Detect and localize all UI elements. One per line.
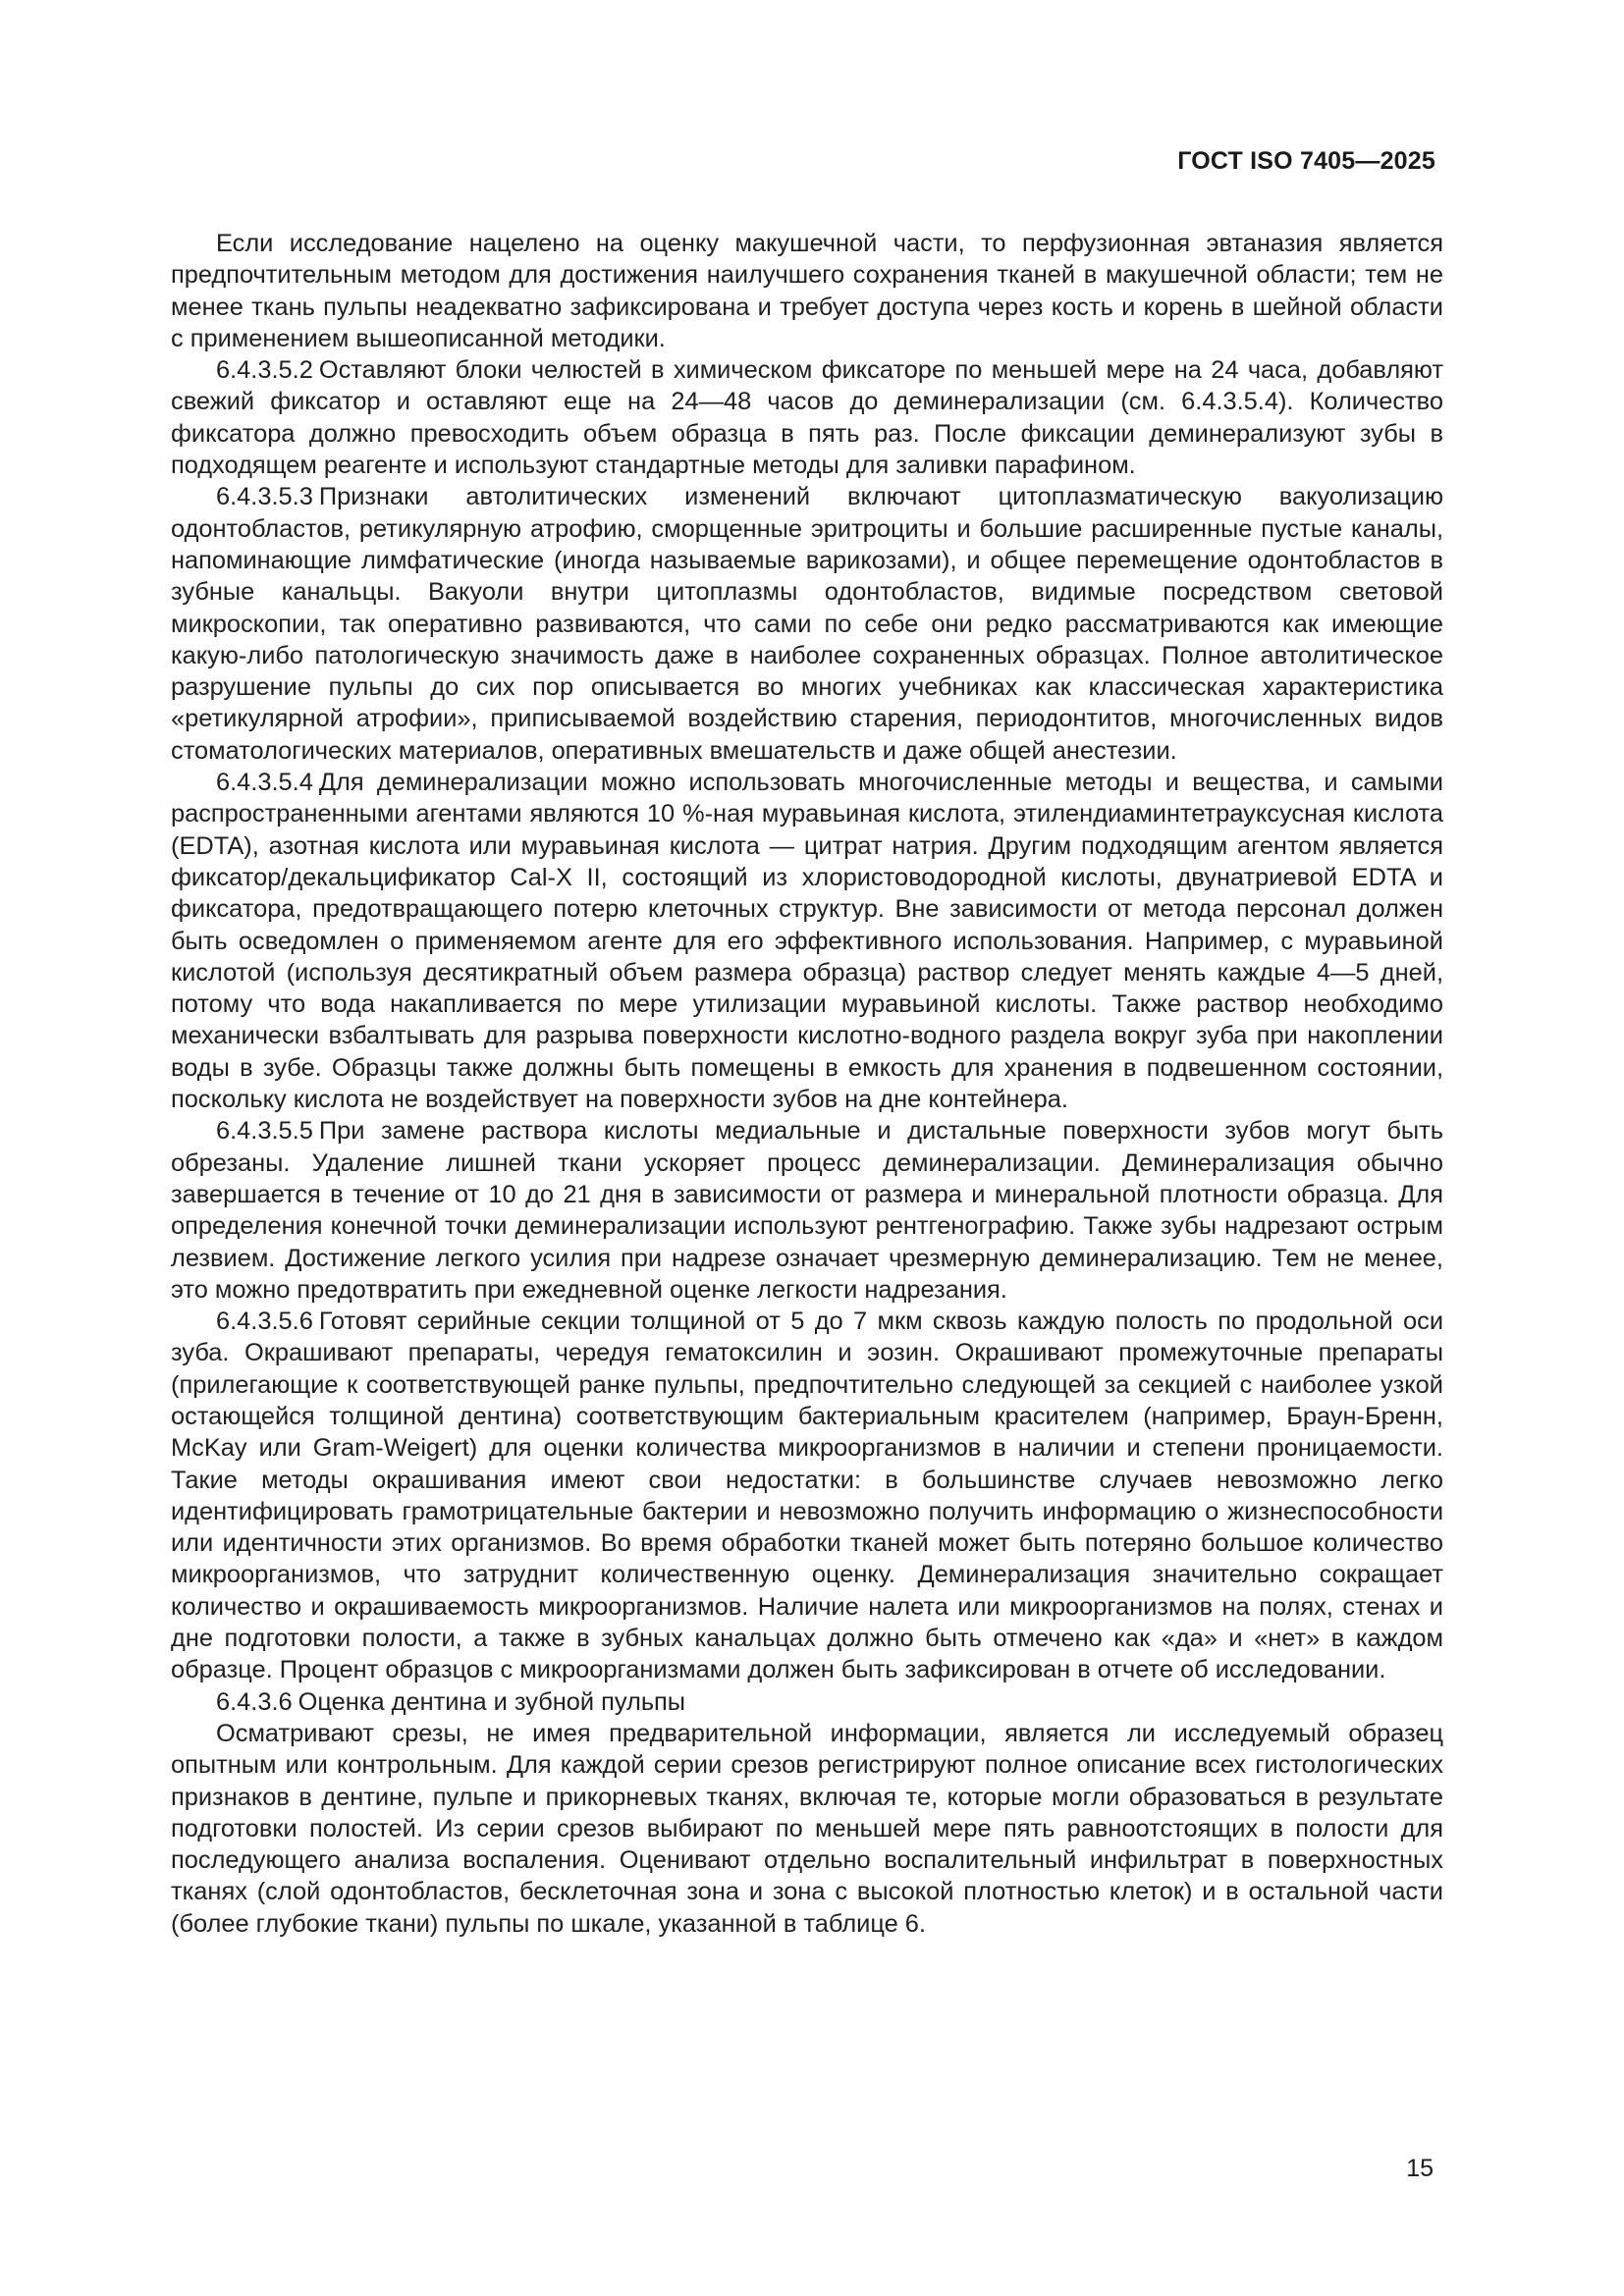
paragraph-text: Если исследование нацелено на оценку макушечной части, то перфузионная эвтаназия является предпочтительным методом для достижения наилучшего сохранения тканей в макушечной области; тем не менее ткань пульпы неадекватно зафиксирована и требует доступа через кость и корень в шейной области с применением вышеописанной методики. bbox=[171, 230, 1443, 352]
paragraph-intro bbox=[171, 228, 1443, 354]
paragraph-dentin-assessment bbox=[171, 1718, 1443, 1940]
paragraph-6-4-3-5-4 bbox=[171, 767, 1443, 1115]
page-number: 15 bbox=[1406, 2155, 1434, 2182]
paragraph-text: Для деминерализации можно использовать многочисленные методы и вещества, и самыми распространенными агентами являются 10 %-ная муравьиная кислота, этилендиаминтетрауксусная кислота (EDTA), азотная кислота или муравьиная кислота — цитрат натрия. Другим подходящим агентом является фиксатор/декальцификатор Cal-X II, состоящий из хлористоводородной кислоты, двунатриевой EDTA и фиксатора, предотвращающего потерю клеточных структур. Вне зависимости от метода персонал должен быть осведомлен о применяемом агенте для его эффективного использования. Например, с муравьиной кислотой (используя десятикратный объем размера образца) раствор следует менять каждые 4—5 дней, потому что вода накапливается по мере утилизации муравьиной кислоты. Также раствор необходимо механически взбалтывать для разрыва поверхности кислотно-водного раздела вокруг зуба при накоплении воды в зубе. Образцы также должны быть помещены в емкость для хранения в подвешенном состоянии, поскольку кислота не воздействует на поверхности зубов на дне контейнера. bbox=[171, 769, 1443, 1114]
paragraph-text: Признаки автолитических изменений включают цитоплазматическую вакуолизацию одонтобластов, ретикулярную атрофию, сморщенные эритроциты и большие расширенные пустые каналы, напоминающие лимфатические (иногда называемые варикозами), и общее перемещение одонтобластов в зубные канальцы. Вакуоли внутри цитоплазмы одонтобластов, видимые посредством световой микроскопии, так оперативно развиваются, что сами по себе они редко рассматриваются как имеющие какую-либо патологическую значимость даже в наиболее сохраненных образцах. Полное автолитическое разрушение пульпы до сих пор описывается во многих учебниках как классическая характеристика «ретикулярной атрофии», приписываемой воздействию старения, периодонтитов, многочисленных видов стоматологических материалов, оперативных вмешательств и даже общей анестезии. bbox=[171, 483, 1443, 765]
body-text bbox=[171, 228, 1443, 1940]
clause-number: 6.4.3.5.6 bbox=[216, 1308, 313, 1336]
clause-number: 6.4.3.5.4 bbox=[216, 769, 313, 797]
paragraph-text: Оставляют блоки челюстей в химическом фиксаторе по меньшей мере на 24 часа, добавляют свежий фиксатор и оставляют еще на 24—48 часов до деминерализации (см. 6.4.3.5.4). Количество фиксатора должно превосходить объем образца в пять раз. После фиксации деминерализуют зубы в подходящем реагенте и используют стандартные методы для заливки парафином. bbox=[171, 356, 1443, 480]
paragraph-text: Готовят серийные секции толщиной от 5 до 7 мкм сквозь каждую полость по продольной оси зуба. Окрашивают препараты, чередуя гематоксилин и эозин. Окрашивают промежуточные препараты (прилегающие к соответствующей ранке пульпы, предпочтительно следующей за секцией с наиболее узкой остающейся толщиной дентина) соответствующим бактериальным красителем (например, Браун-Бренн, McKay или Gram-Weigert) для оценки количества микроорганизмов в наличии и степени проницаемости. Такие методы окрашивания имеют свои недостатки: в большинстве случаев невозможно легко идентифицировать грамотрицательные бактерии и невозможно получить информацию о жизнеспособности или идентичности этих организмов. Во время обработки тканей может быть потеряно большое количество микроорганизмов, что затруднит количественную оценку. Деминерализация значительно сокращает количество и окрашиваемость микроорганизмов. Наличие налета или микроорганизмов на полях, стенах и дне подготовки полости, а также в зубных канальцах должно быть отмечено как «да» и «нет» в каждом образце. Процент образцов с микроорганизмами должен быть зафиксирован в отчете об исследовании. bbox=[171, 1308, 1443, 1684]
clause-number: 6.4.3.5.3 bbox=[216, 483, 313, 511]
standard-designation: ГОСТ ISO 7405—2025 bbox=[1177, 147, 1435, 175]
paragraph-6-4-3-5-2 bbox=[171, 354, 1443, 481]
section-heading-text: Оценка дентина и зубной пульпы bbox=[298, 1687, 686, 1716]
clause-number: 6.4.3.5.2 bbox=[216, 356, 313, 385]
paragraph-6-4-3-5-3 bbox=[171, 481, 1443, 767]
section-heading-6-4-3-6 bbox=[171, 1686, 1443, 1718]
paragraph-text: Осматривают срезы, не имея предварительной информации, является ли исследуемый образец опытным или контрольным. Для каждой серии срезов регистрируют полное описание всех гистологических признаков в дентине, пульпе и прикорневых тканях, включая те, которые могли образоваться в результате подготовки полостей. Из серии срезов выбирают по меньшей мере пять равноотстоящих в полости для последующего анализа воспаления. Оценивают отдельно воспалительный инфильтрат в поверхностных тканях (слой одонтобластов, бесклеточная зона и зона с высокой плотностью клеток) и в остальной части (более глубокие ткани) пульпы по шкале, указанной в таблице 6. bbox=[171, 1719, 1443, 1938]
clause-number: 6.4.3.5.5 bbox=[216, 1117, 313, 1146]
clause-number: 6.4.3.6 bbox=[216, 1687, 293, 1716]
paragraph-6-4-3-5-5 bbox=[171, 1115, 1443, 1306]
paragraph-text: При замене раствора кислоты медиальные и дистальные поверхности зубов могут быть обрезаны. Удаление лишней ткани ускоряет процесс деминерализации. Деминерализация обычно завершается в течение от 10 до 21 дня в зависимости от размера и минеральной плотности образца. Для определения конечной точки деминерализации используют рентгенографию. Также зубы надрезают острым лезвием. Достижение легкого усилия при надрезе означает чрезмерную деминерализацию. Тем не менее, это можно предотвратить при ежедневной оценке легкости надрезания. bbox=[171, 1117, 1443, 1304]
paragraph-6-4-3-5-6 bbox=[171, 1306, 1443, 1686]
